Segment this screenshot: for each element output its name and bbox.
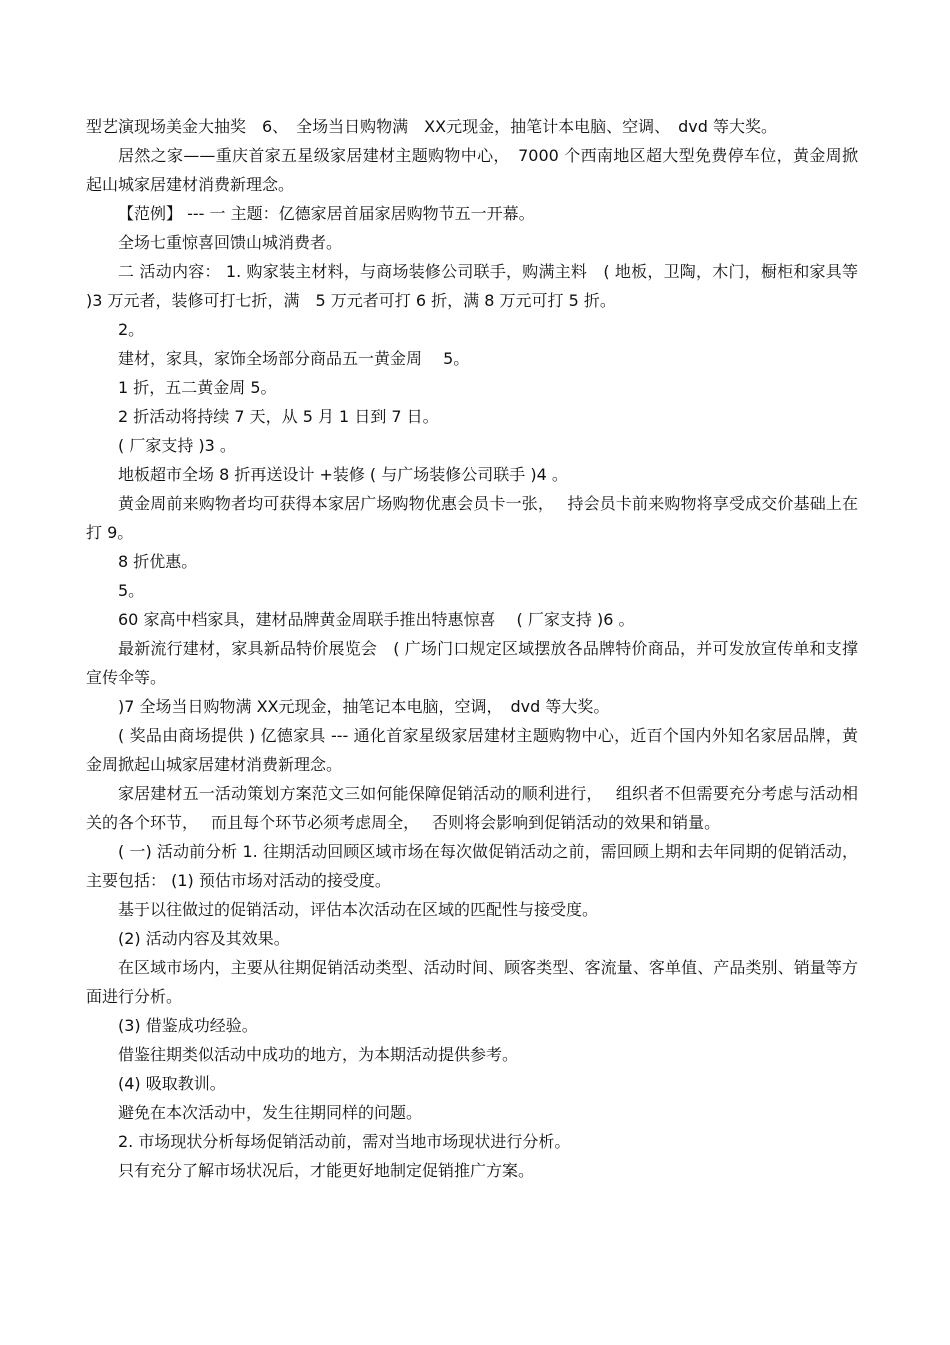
paragraph: 借鉴往期类似活动中成功的地方，为本期活动提供参考。	[118, 1045, 519, 1064]
paragraph: 1 折，五二黄金周 5。	[118, 378, 277, 397]
paragraph: 黄金周前来购物者均可获得本家居广场购物优惠会员卡一张， 持会员卡前来购物将享受成交价基础上在打 9。	[86, 494, 858, 542]
paragraph: 2 折活动将持续 7 天，从 5 月 1 日到 7 日。	[118, 407, 439, 426]
document-body	[86, 112, 858, 1185]
paragraph: 2. 市场现状分析每场促销活动前，需对当地市场现状进行分析。	[118, 1132, 571, 1151]
paragraph: 只有充分了解市场状况后，才能更好地制定促销推广方案。	[118, 1161, 535, 1180]
paragraph: )7 全场当日购物满 XX元现金，抽笔记本电脑，空调， dvd 等大奖。	[118, 697, 610, 716]
paragraph: 5。	[118, 581, 145, 600]
paragraph: 家居建材五一活动策划方案范文三如何能保障促销活动的顺利进行， 组织者不但需要充分考虑与活动相关的各个环节， 而且每个环节必须考虑周全， 否则将会影响到促销活动的效果和销量。	[86, 784, 858, 832]
paragraph: ( 一) 活动前分析 1. 往期活动回顾区域市场在每次做促销活动之前，需回顾上期和去年同期的促销活动，主要包括： (1) 预估市场对活动的接受度。	[86, 842, 858, 890]
paragraph: 60 家高中档家具，建材品牌黄金周联手推出特惠惊喜 ( 厂家支持 )6 。	[118, 610, 635, 629]
paragraph: 避免在本次活动中，发生往期同样的问题。	[118, 1103, 423, 1122]
paragraph: ( 奖品由商场提供 ) 亿德家具 --- 通化首家星级家居建材主题购物中心，近百个国内外知名家居品牌，黄金周掀起山城家居建材消费新理念。	[86, 726, 858, 774]
paragraph: (4) 吸取教训。	[118, 1074, 226, 1093]
paragraph: 地板超市全场 8 折再送设计 +装修 ( 与广场装修公司联手 )4 。	[118, 465, 568, 484]
paragraph: 【范例】 --- 一 主题：亿德家居首届家居购物节五一开幕。	[118, 204, 535, 223]
paragraph: 型艺演现场美金大抽奖 6、 全场当日购物满 XX元现金，抽笔计本电脑、空调、 dvd 等大奖。	[86, 117, 777, 136]
paragraph: 全场七重惊喜回馈山城消费者。	[118, 233, 343, 252]
paragraph: 在区域市场内，主要从往期促销活动类型、活动时间、顾客类型、客流量、客单值、产品类别、销量等方面进行分析。	[86, 958, 858, 1006]
paragraph: 建材，家具，家饰全场部分商品五一黄金周 5。	[118, 349, 470, 368]
paragraph: ( 厂家支持 )3 。	[118, 436, 236, 455]
paragraph: 8 折优惠。	[118, 552, 198, 571]
paragraph: 最新流行建材，家具新品特价展览会 ( 广场门口规定区域摆放各品牌特价商品，并可发放宣传单和支撑宣传伞等。	[86, 639, 858, 687]
paragraph: 二 活动内容： 1. 购家装主材料，与商场装修公司联手，购满主料 ( 地板，卫陶，木门，橱柜和家具等 )3 万元者，装修可打七折，满 5 万元者可打 6 折，满 8 万元可打 5 折。	[86, 262, 858, 310]
paragraph: (3) 借鉴成功经验。	[118, 1016, 258, 1035]
paragraph: 2。	[118, 320, 145, 339]
paragraph: 居然之家——重庆首家五星级家居建材主题购物中心， 7000 个西南地区超大型免费停车位，黄金周掀起山城家居建材消费新理念。	[86, 146, 858, 194]
paragraph: 基于以往做过的促销活动，评估本次活动在区域的匹配性与接受度。	[118, 900, 599, 919]
paragraph: (2) 活动内容及其效果。	[118, 929, 290, 948]
